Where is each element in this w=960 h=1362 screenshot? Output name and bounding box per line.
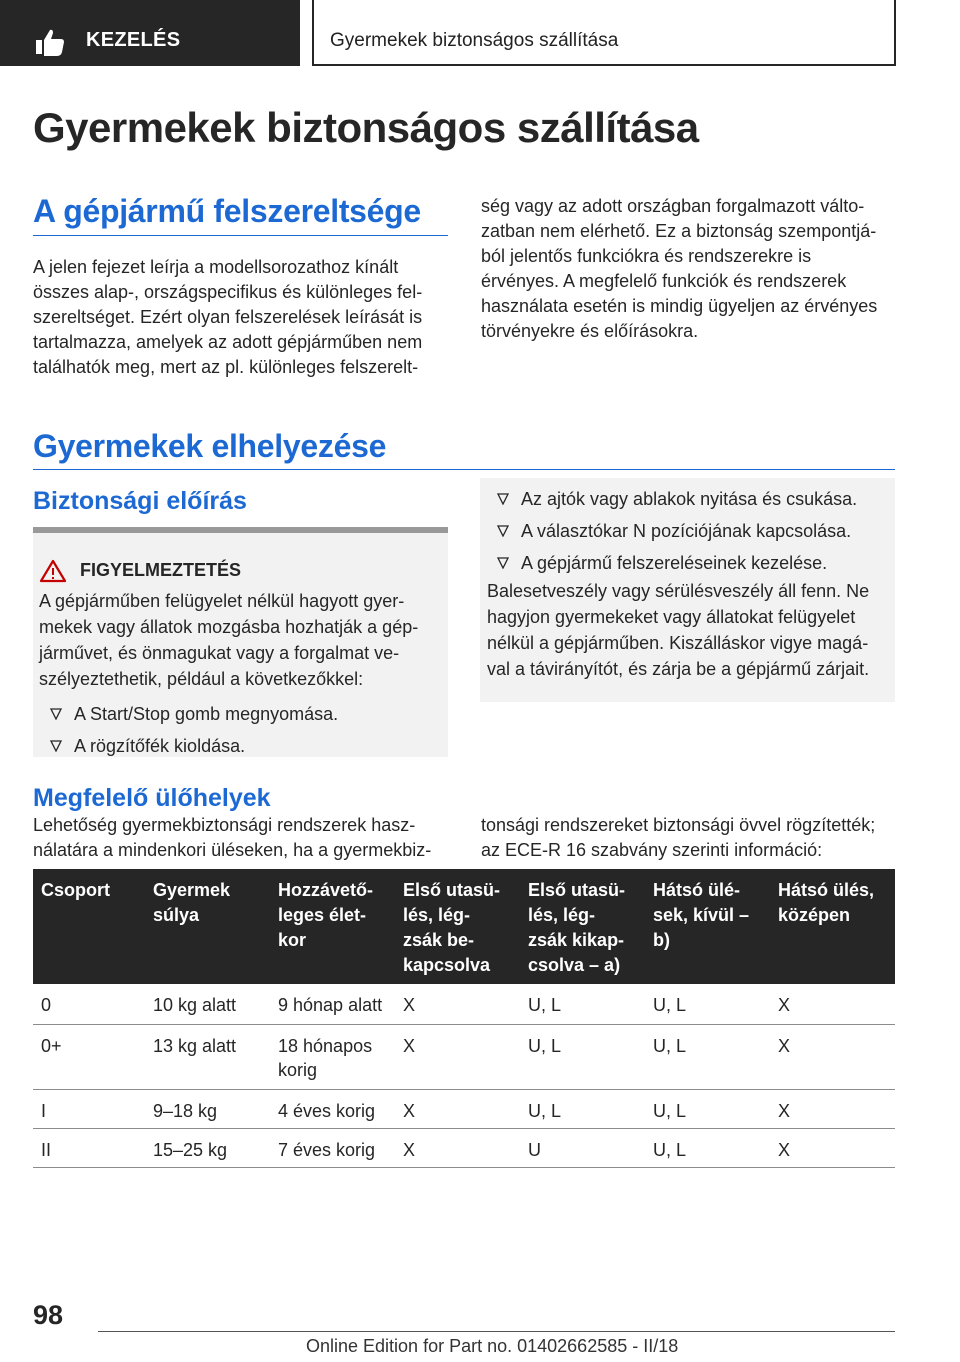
header-cell: Hátsó ülé- sek, kívül – b) — [645, 869, 770, 984]
safety-heading: Biztonsági előírás — [33, 487, 247, 515]
equipment-right-text: ség vagy az adott országban forgalmazott válto- zatban nem elérhető. Ez a biztonság szempontjá- ból jelentős funkciókra és rendszerekre is érvényes. A megfelelő funkciók és rendszerek használata esetén is mindig ügyeljen az érvényes törvényekre és előírásokra. — [481, 196, 878, 341]
table-cell: 15–25 kg — [145, 1128, 270, 1167]
triangle-bullet-icon — [50, 740, 62, 752]
table-cell: U, L — [520, 1089, 645, 1128]
table-cell: 13 kg alatt — [145, 1024, 270, 1089]
table-row — [33, 1024, 895, 1089]
table-cell: X — [395, 1024, 520, 1089]
table-cell: U, L — [520, 984, 645, 1024]
equipment-rule — [33, 235, 448, 236]
table-row — [33, 1089, 895, 1128]
table-cell: X — [395, 1089, 520, 1128]
section-tab — [0, 0, 300, 66]
triangle-bullet-icon — [497, 557, 509, 569]
table-row — [33, 1128, 895, 1167]
table-cell: X — [770, 1024, 895, 1089]
triangle-bullet-icon — [50, 708, 62, 720]
warning-title: FIGYELMEZTETÉS — [80, 560, 242, 580]
table-cell: 9–18 kg — [145, 1089, 270, 1128]
seats-left-text: Lehetőség gyermekbiztonsági rendszerek hasz- nálatára a mindenkori üléseken, ha a gyermekbiz- — [33, 815, 432, 860]
table-cell: II — [33, 1128, 145, 1167]
triangle-bullet-icon — [497, 525, 509, 537]
equipment-heading: A gépjármű felszereltsége — [33, 193, 421, 229]
placement-rule — [33, 469, 895, 470]
table-cell: 18 hónapos korig — [270, 1024, 395, 1089]
table-cell: X — [770, 1128, 895, 1167]
footer-edition: Online Edition for Part no. 01402662585 - II/18 — [306, 1336, 679, 1356]
seats-heading: Megfelelő ülőhelyek — [33, 784, 271, 812]
table-cell: U — [520, 1128, 645, 1167]
table-cell: X — [395, 1128, 520, 1167]
warning-text: A gépjárműben felügyelet nélkül hagyott gyer- mekek vagy állatok mozgásba hozhatják a gép- járművet, és önmagukat vagy a forgalmat ve- szélyeztethetik, például a következőkkel: — [39, 591, 419, 689]
table-row — [33, 984, 895, 1024]
chapter-box — [312, 0, 896, 66]
table-cell: 0+ — [33, 1024, 145, 1089]
hand-pointer-icon — [34, 28, 66, 56]
warning-closing-text: Balesetveszély vagy sérülésveszély áll fenn. Ne hagyjon gyermekeket vagy állatokat felügyelet nélkül a gépjárműben. Kiszálláskor vigye magá- val a távirányítót, és zárja be a gépjármű zárjait. — [487, 581, 870, 679]
footer-rule — [98, 1331, 895, 1332]
table-cell: U, L — [520, 1024, 645, 1089]
table-cell: 9 hónap alatt — [270, 984, 395, 1024]
table-cell: U, L — [645, 984, 770, 1024]
table-cell: 10 kg alatt — [145, 984, 270, 1024]
header-cell: Első utasü- lés, lég- zsák kikap- csolva – a) — [520, 869, 645, 984]
warning-box-continued: Az ajtók vagy ablakok nyitása és csukása. A választókar N pozíciójának kapcsolása. A gépjármű felszereléseinek kezelése. Balesetveszély vagy sérülésveszély áll fenn. Ne hagyjon gyermekeket vagy állatokat felügyelet nélkül a gépjárműben. Kiszálláskor vigye magá- val a távirányítót, és zárja be a gépjármű zárjait. — [480, 478, 895, 702]
section-label: KEZELÉS — [86, 29, 181, 51]
table-header-row — [33, 869, 895, 984]
header-cell: Hozzávető- leges élet- kor — [270, 869, 395, 984]
page-title: Gyermekek biztonságos szállítása — [33, 104, 699, 151]
placement-heading: Gyermekek elhelyezése — [33, 428, 387, 464]
equipment-left-text: A jelen fejezet leírja a modellsorozathoz kínált összes alap-, országspecifikus és különleges fel- szereltséget. Ezért olyan felszerelések leírását is tartalmazza, amelyek az adott gépjárműben nem találhatók meg, mert az pl. különleges felszerelt- — [33, 257, 423, 377]
chapter-label: Gyermekek biztonságos szállítása — [330, 30, 619, 51]
warning-box: FIGYELMEZTETÉS A gépjárműben felügyelet nélkül hagyott gyer- mekek vagy állatok mozgásba hozhatják a gép- járművet, és önmagukat vagy a forgalmat ve- szélyeztethetik, például a következőkkel: A Start/Stop gomb megnyomása. A rögzítőfék kioldása. — [33, 527, 448, 757]
triangle-bullet-icon — [497, 493, 509, 505]
table-cell: X — [770, 1089, 895, 1128]
header-cell: Hátsó ülés, középen — [770, 869, 895, 984]
table-cell: 7 éves korig — [270, 1128, 395, 1167]
table-cell: U, L — [645, 1128, 770, 1167]
table-cell: U, L — [645, 1024, 770, 1089]
header-cell: Csoport — [33, 869, 145, 984]
page-number: 98 — [33, 1300, 64, 1330]
header-cell: Első utasü- lés, lég- zsák be- kapcsolva — [395, 869, 520, 984]
table-cell: 4 éves korig — [270, 1089, 395, 1128]
seat-table — [33, 869, 895, 1168]
table-cell: X — [395, 984, 520, 1024]
table-cell: 0 — [33, 984, 145, 1024]
table-cell: I — [33, 1089, 145, 1128]
seats-right-text: tonsági rendszereket biztonsági övvel rögzítették; az ECE-R 16 szabvány szerinti információ: — [481, 815, 876, 860]
table-cell: X — [770, 984, 895, 1024]
warning-triangle-icon — [39, 559, 67, 583]
table-cell: U, L — [645, 1089, 770, 1128]
header-cell: Gyermek súlya — [145, 869, 270, 984]
